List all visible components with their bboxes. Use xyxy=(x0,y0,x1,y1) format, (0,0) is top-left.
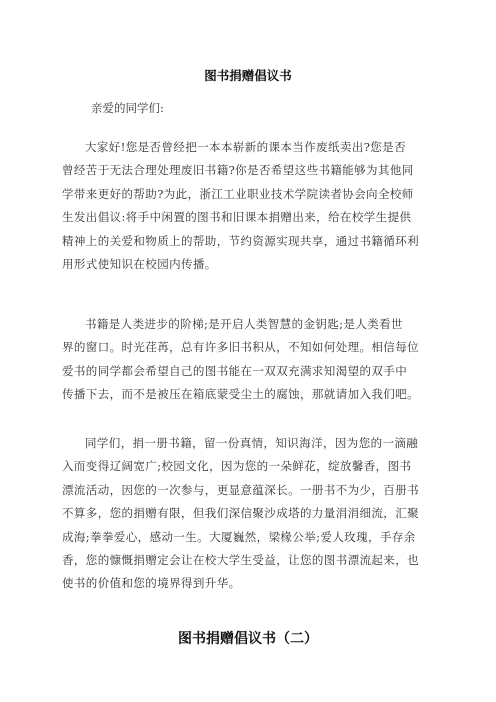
paragraph-line: 使书的价值和您的境界得到升华。 xyxy=(62,576,241,591)
paragraph-line: 入而变得辽阔宽广;校园文化，因为您的一朵鲜花，绽放馨香，图书 xyxy=(62,459,412,474)
paragraph-line: 传播下去，而不是被压在箱底蒙受尘土的腐蚀，那就请加入我们吧。 xyxy=(62,387,419,402)
paragraph-line: 书籍是人类进步的阶梯;是开启人类智慧的金钥匙;是人类看世 xyxy=(85,317,403,331)
section-title: 图书捐赠倡议书（二） xyxy=(178,631,318,647)
paragraph-line: 生发出倡议:将手中闲置的图书和旧课本捐赠出来，给在校学生提供 xyxy=(62,210,412,225)
paragraph-line: 漂流活动，因您的一次参与，更显意蕴深长。一册书不为少，百册书 xyxy=(62,482,419,497)
paragraph-line: 界的窗口。时光荏苒，总有许多旧书积从，不知如何处理。相信每位 xyxy=(62,340,419,355)
paragraph-line: 大家好!您是否曾经把一本本崭新的课本当作废纸卖出?您是否 xyxy=(85,140,406,154)
paragraph-line: 爱书的同学都会希望自己的图书能在一双双充满求知渴望的双手中 xyxy=(62,363,408,378)
paragraph-3 xyxy=(62,432,432,596)
paragraph-1 xyxy=(62,136,432,276)
paragraph-2 xyxy=(62,313,432,407)
paragraph-line: 不算多，您的捐赠有限，但我们深信聚沙成塔的力量涓涓细流，汇聚 xyxy=(62,506,419,521)
paragraph-line: 成海;拳拳爱心，感动一生。大厦巍然，梁椽公举;爱人玫瑰，手存余 xyxy=(62,529,416,544)
paragraph-line: 香，您的慷慨捐赠定会让在校大学生受益，让您的图书漂流起来，也 xyxy=(62,552,419,567)
greeting: 亲爱的同学们: xyxy=(91,101,164,115)
paragraph-line: 同学们，捐一册书籍，留一份真情，知识海洋，因为您的一滴融 xyxy=(85,436,419,450)
paragraph-line: 曾经苦于无法合理处理废旧书籍?你是否希望这些书籍能够为其他同 xyxy=(62,163,414,178)
document-title: 图书捐赠倡议书 xyxy=(204,68,292,83)
paragraph-line: 精神上的关爱和物质上的帮助，节约资源实现共享，通过书籍循环利 xyxy=(62,233,419,248)
paragraph-line: 学带来更好的帮助?为此，浙江工业职业技术学院读者协会向全校师 xyxy=(62,186,414,201)
paragraph-line: 用形式使知识在校园内传播。 xyxy=(62,256,217,271)
